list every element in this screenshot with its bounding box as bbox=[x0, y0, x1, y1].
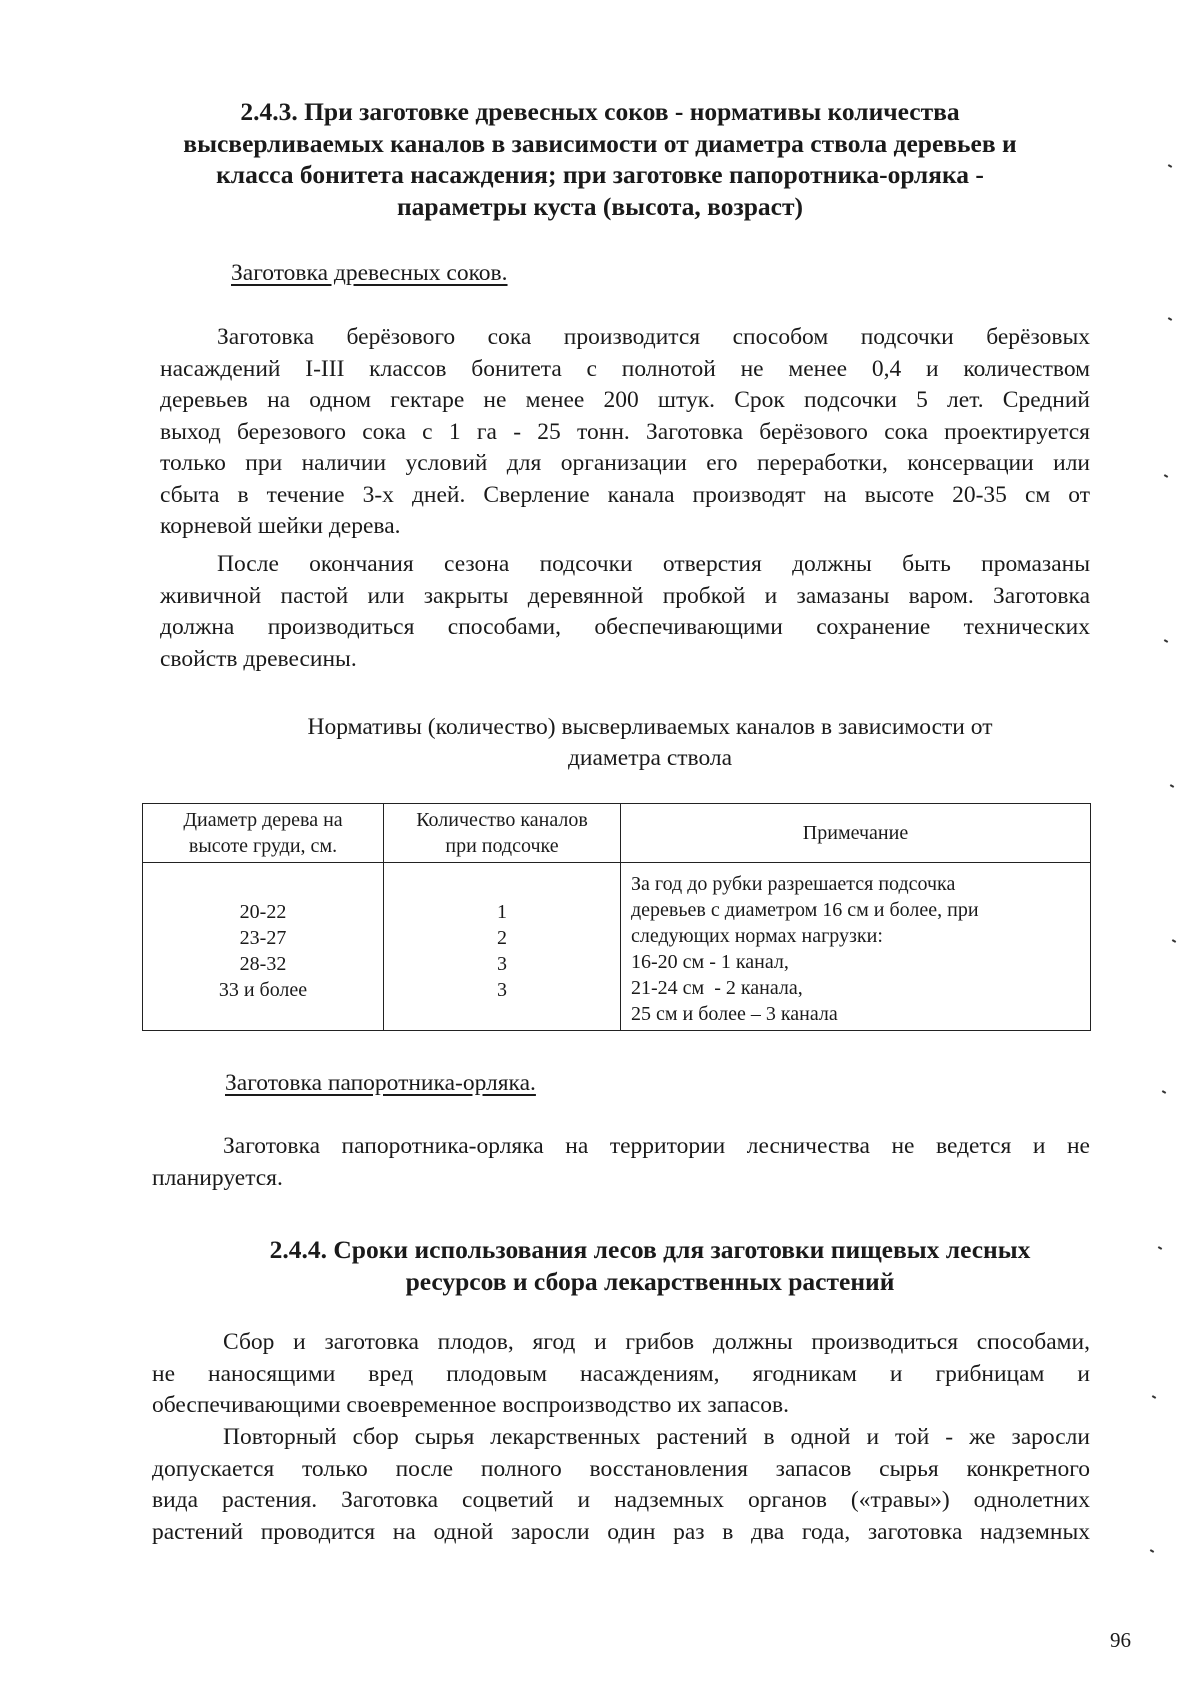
header-diameter bbox=[143, 804, 384, 863]
channels-value: 2 bbox=[497, 926, 507, 949]
scan-speck bbox=[1172, 939, 1176, 943]
note-cell bbox=[621, 863, 1091, 1031]
subheading-fern: Заготовка папоротника-орляка. bbox=[225, 1070, 536, 1096]
note-line: деревьев с диаметром 16 см и более, при bbox=[631, 899, 979, 921]
scan-speck bbox=[1152, 1395, 1156, 1399]
text-line: выход березового сока с 1 га - 25 тонн. Заготовка берёзового сока проектируется bbox=[160, 418, 1090, 445]
caption-line: Нормативы (количество) высверливаемых каналов в зависимости от bbox=[307, 714, 993, 740]
text-line: Сбор и заготовка плодов, ягод и грибов должны производиться способами, bbox=[223, 1329, 1090, 1355]
text-line: допускается только после полного восстановления запасов сырья конкретного bbox=[152, 1455, 1090, 1482]
page-number: 96 bbox=[1110, 1628, 1131, 1652]
diameter-cell bbox=[143, 863, 384, 1031]
scan-speck bbox=[1162, 1090, 1166, 1094]
note-line: За год до рубки разрешается подсочка bbox=[631, 873, 956, 895]
heading-line: класса бонитета насаждения; при заготовке папоротника-орляка - bbox=[216, 160, 984, 189]
channels-cell bbox=[384, 863, 621, 1031]
text-line: вида растения. Заготовка соцветий и надземных органов («травы») однолетних bbox=[152, 1487, 1090, 1513]
text-line: только при наличии условий для организации его переработки, консервации или bbox=[160, 450, 1090, 476]
diameter-value: 33 и более bbox=[218, 978, 308, 1001]
paragraph-sap-1 bbox=[160, 322, 1090, 543]
text-line: свойств древесины. bbox=[160, 645, 357, 672]
diameter-value: 20-22 bbox=[239, 900, 287, 923]
scan-speck bbox=[1150, 1549, 1154, 1553]
text-line: Заготовка папоротника-орляка на территории лесничества не ведется и не bbox=[223, 1133, 1090, 1159]
heading-line: 2.4.3. При заготовке древесных соков - нормативы количества bbox=[240, 97, 960, 126]
heading-line: ресурсов и сбора лекарственных растений bbox=[405, 1266, 895, 1296]
subheading-sap: Заготовка древесных соков. bbox=[231, 260, 508, 286]
table-row bbox=[143, 863, 1091, 1031]
text-line: корневой шейки дерева. bbox=[160, 513, 401, 539]
scan-speck bbox=[1164, 639, 1168, 643]
text-line: живичной пастой или закрыты деревянной пробкой и замазаны варом. Заготовка bbox=[160, 582, 1090, 609]
header-text: высоте груди, см. bbox=[188, 835, 338, 857]
paragraph-fern bbox=[152, 1131, 1090, 1194]
text-line: сбыта в течение 3-х дней. Сверление канала производят на высоте 20-35 см от bbox=[160, 481, 1090, 508]
header-text: Диаметр дерева на bbox=[183, 809, 343, 831]
header-text: Количество каналов bbox=[416, 809, 588, 831]
scan-speck bbox=[1158, 1246, 1162, 1250]
header-text: при подсочке bbox=[445, 835, 559, 857]
table-caption bbox=[150, 712, 1150, 774]
heading-line: параметры куста (высота, возраст) bbox=[396, 191, 804, 221]
header-channels bbox=[384, 804, 621, 863]
channels-norms-table bbox=[142, 803, 1091, 1031]
scan-speck bbox=[1168, 317, 1172, 321]
scan-speck bbox=[1170, 784, 1174, 788]
channels-value: 3 bbox=[497, 978, 507, 1001]
text-line: деревьев на одном гектаре не менее 200 штук. Срок подсочки 5 лет. Средний bbox=[160, 387, 1090, 413]
text-line: Заготовка берёзового сока производится способом подсочки берёзовых bbox=[217, 324, 1090, 350]
text-line: насаждений I-III классов бонитета с полнотой не менее 0,4 и количеством bbox=[160, 355, 1090, 382]
text-line: не наносящими вред плодовым насаждениям, ягодникам и грибницам и bbox=[152, 1360, 1090, 1387]
text-line: планируется. bbox=[152, 1164, 283, 1191]
heading-line: высверливаемых каналов в зависимости от диаметра ствола деревьев и bbox=[183, 128, 1017, 158]
paragraph-medicinal bbox=[152, 1422, 1090, 1548]
scan-speck bbox=[1168, 164, 1172, 168]
note-line: 16-20 см - 1 канал, bbox=[631, 951, 789, 973]
diameter-value: 28-32 bbox=[239, 952, 287, 975]
header-note bbox=[621, 804, 1091, 863]
section-244-heading bbox=[150, 1234, 1150, 1297]
channels-value: 3 bbox=[497, 952, 507, 975]
caption-line: диаметра ствола bbox=[567, 745, 733, 771]
text-line: После окончания сезона подсочки отверстия должны быть промазаны bbox=[217, 551, 1090, 577]
text-line: Повторный сбор сырья лекарственных растений в одной и той - же заросли bbox=[223, 1424, 1090, 1450]
note-line: 21-24 см - 2 канала, bbox=[631, 977, 803, 999]
text-line: должна производиться способами, обеспечивающими сохранение технических bbox=[160, 614, 1090, 640]
paragraph-harvest bbox=[152, 1327, 1090, 1422]
paragraph-sap-2 bbox=[160, 549, 1090, 675]
note-line: 25 см и более – 3 канала bbox=[631, 1003, 838, 1025]
diameter-value: 23-27 bbox=[239, 926, 287, 949]
note-line: следующих нормах нагрузки: bbox=[631, 925, 883, 947]
heading-line: 2.4.4. Сроки использования лесов для заготовки пищевых лесных bbox=[269, 1235, 1031, 1264]
scan-speck bbox=[1164, 474, 1168, 478]
section-243-heading bbox=[150, 96, 1050, 222]
table-header-row bbox=[143, 804, 1091, 863]
header-text: Примечание bbox=[802, 822, 909, 844]
text-line: растений проводится на одной заросли один раз в два года, заготовка надземных bbox=[152, 1518, 1090, 1545]
text-line: обеспечивающими своевременное воспроизводство их запасов. bbox=[152, 1392, 789, 1418]
channels-value: 1 bbox=[497, 900, 507, 923]
